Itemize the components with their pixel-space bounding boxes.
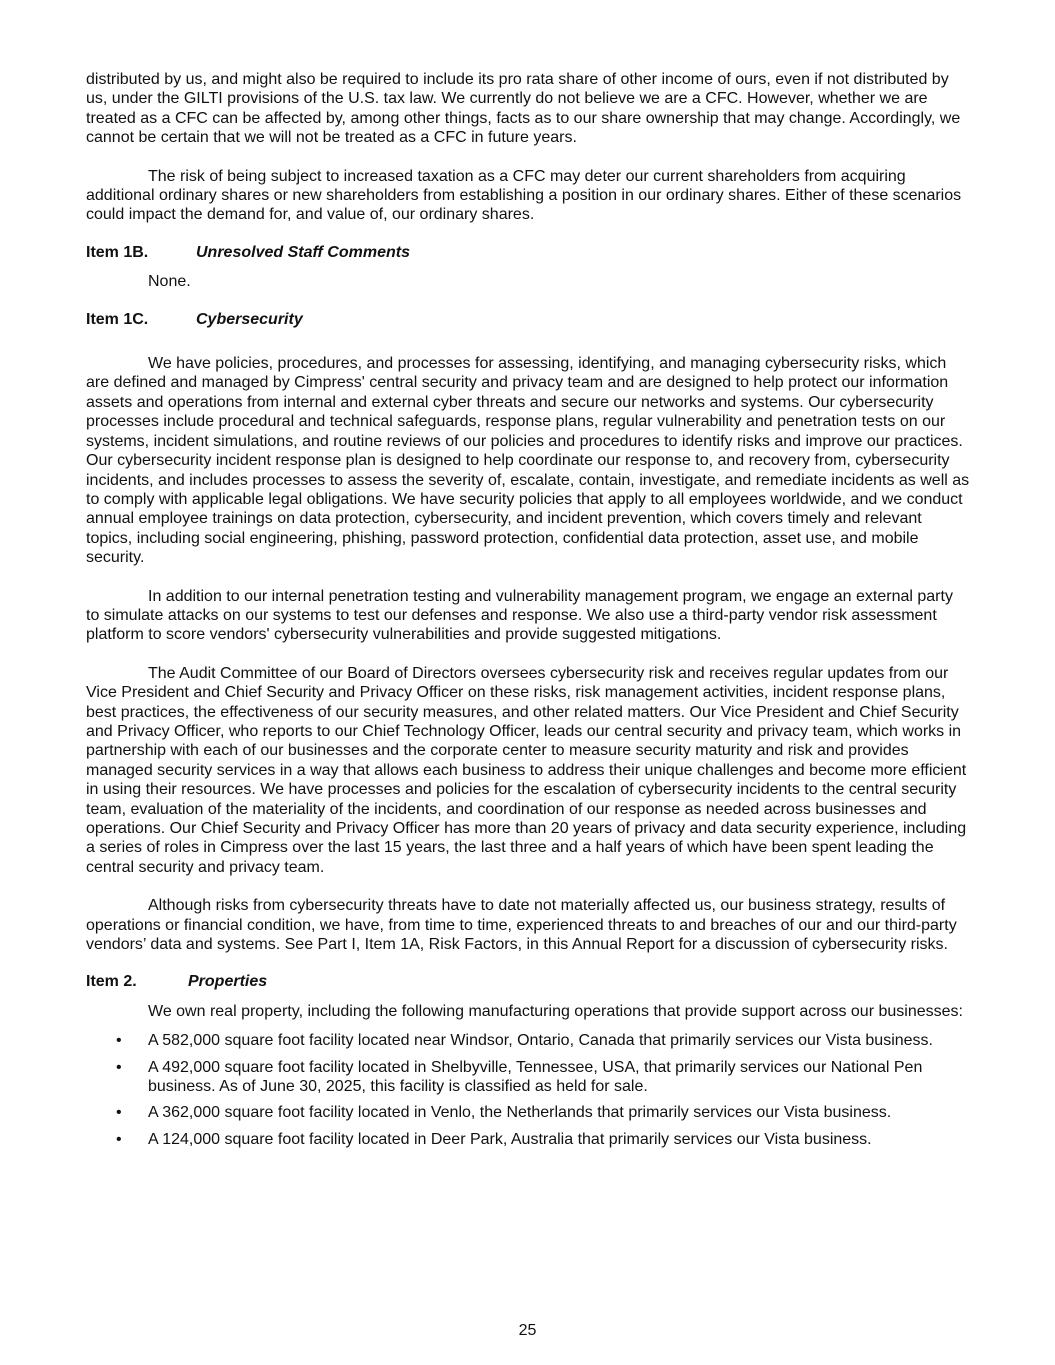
cybersecurity-paragraph-1: We have policies, procedures, and processes for assessing, identifying, and managing cybersecurity risks, which are defined and managed by Cimpress' central security and privacy team and are designed to help protect our information assets and operations from internal and external cyber threats and secure our networks and systems. Our cybersecurity processes include procedural and technical safeguards, response plans, regular vulnerability and penetration tests on our systems, incident simulations, and routine reviews of our policies and procedures to identify risks and improve our practices. Our cybersecurity incident response plan is designed to help coordinate our response to, and recovery from, cybersecurity incidents, and includes processes to assess the severity of, escalate, contain, investigate, and remediate incidents as well as to comply with applicable legal obligations. We have security policies that apply to all employees worldwide, and we conduct annual employee trainings on data protection, cybersecurity, and incident prevention, which covers timely and relevant topics, including social engineering, phishing, password protection, confidential data protection, asset use, and mobile security. (86, 355, 970, 567)
page-number: 25 (518, 1322, 537, 1339)
cybersecurity-paragraph-4: Although risks from cybersecurity threats have to date not materially affected us, our business strategy, results of operations or financial condition, we have, from time to time, experienced threats to and breaches of our and our third-party vendors’ data and systems. See Part I, Item 1A, Risk Factors, in this Annual Report for a discussion of cybersecurity risks. (86, 897, 957, 954)
list-item (86, 1130, 970, 1149)
item-1c-title: Cybersecurity (196, 310, 303, 328)
property-text: A 124,000 square foot facility located in Deer Park, Australia that primarily services our Vista business. (148, 1130, 872, 1148)
bullet-icon: • (116, 1032, 122, 1050)
item-1c-heading (86, 310, 970, 329)
item-1b-title: Unresolved Staff Comments (196, 243, 410, 261)
properties-list (86, 1031, 970, 1149)
item-1b-heading (86, 243, 970, 262)
bullet-icon: • (116, 1058, 122, 1076)
intro-paragraph-1: distributed by us, and might also be required to include its pro rata share of other income of ours, even if not distributed by us, under the GILTI provisions of the U.S. tax law. We currently do not believe we are a CFC. However, whether we are treated as a CFC can be affected by, among other things, facts as to our share ownership that may change. Accordingly, we cannot be certain that we will not be treated as a CFC in future years. (86, 71, 961, 147)
list-item (86, 1058, 970, 1097)
list-item (86, 1103, 970, 1122)
item-2-number: Item 2. (86, 973, 137, 991)
properties-intro: We own real property, including the following manufacturing operations that provide support across our businesses: (148, 1002, 963, 1020)
item-1b-body: None. (148, 273, 191, 291)
property-text: A 582,000 square foot facility located near Windsor, Ontario, Canada that primarily services our Vista business. (148, 1032, 933, 1050)
cybersecurity-paragraph-3: The Audit Committee of our Board of Directors oversees cybersecurity risk and receives regular updates from our Vice President and Chief Security and Privacy Officer on these risks, risk management activities, incident response plans, best practices, the effectiveness of our security measures, and other related matters. Our Vice President and Chief Security and Privacy Officer, who reports to our Chief Technology Officer, leads our central security and privacy team, which works in partnership with each of our businesses and the corporate center to measure security maturity and risk and provides managed security services in a way that allows each business to address their unique challenges and become more efficient in using their resources. We have processes and policies for the escalation of cybersecurity incidents to the central security team, evaluation of the materiality of the incidents, and coordination of our response as needed across businesses and operations. Our Chief Security and Privacy Officer has more than 20 years of privacy and data security experience, including a series of roles in Cimpress over the last 15 years, the last three and a half years of which have been spent leading the central security and privacy team. (86, 664, 967, 876)
property-text: A 492,000 square foot facility located in Shelbyville, Tennessee, USA, that primarily services our National Pen business. As of June 30, 2025, this facility is classified as held for sale. (148, 1058, 923, 1096)
item-1b-number: Item 1B. (86, 243, 149, 261)
cybersecurity-paragraph-2: In addition to our internal penetration testing and vulnerability management program, we engage an external party to simulate attacks on our systems to test our defenses and response. We also use a third-party vendor risk assessment platform to score vendors' cybersecurity vulnerabilities and provide suggested mitigations. (86, 587, 953, 644)
list-item (86, 1031, 970, 1050)
item-2-heading (86, 972, 970, 991)
property-text: A 362,000 square foot facility located in Venlo, the Netherlands that primarily services our Vista business. (148, 1104, 892, 1122)
bullet-icon: • (116, 1104, 122, 1122)
bullet-icon: • (116, 1130, 122, 1148)
intro-paragraph-2: The risk of being subject to increased taxation as a CFC may deter our current shareholders from acquiring additional ordinary shares or new shareholders from establishing a position in our ordinary shares. Either of these scenarios could impact the demand for, and value of, our ordinary shares. (86, 167, 962, 224)
document-page (86, 70, 970, 1156)
item-2-title: Properties (188, 973, 268, 991)
item-1c-number: Item 1C. (86, 310, 149, 328)
